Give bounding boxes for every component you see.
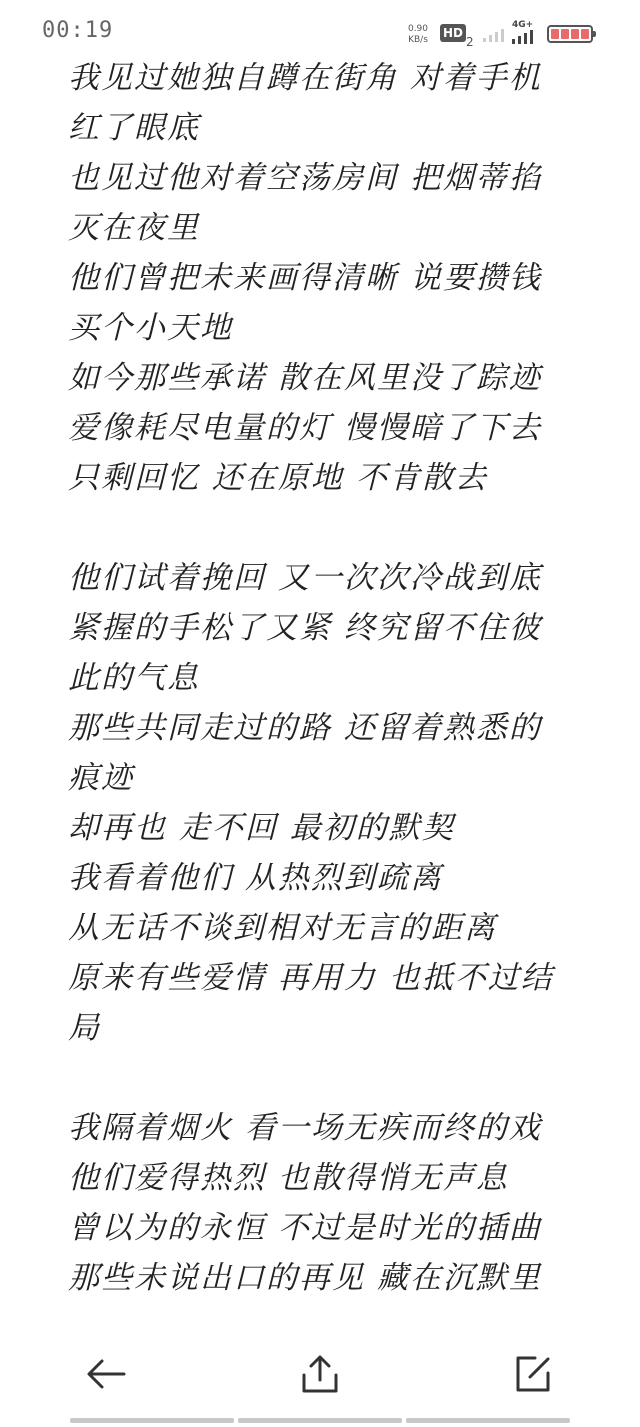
signal-strength-icon-sim2 (483, 28, 505, 42)
lyric-line: 灭在夜里 (68, 210, 200, 246)
share-icon (300, 1353, 340, 1395)
stanza-1 (68, 53, 588, 503)
lyric-line: 我看着他们 从热烈到疏离 (68, 860, 443, 896)
lyric-line: 他们试着挽回 又一次次冷战到底 (68, 560, 542, 596)
lyrics-content (68, 53, 588, 1303)
bottom-action-bar (0, 1338, 640, 1408)
edit-icon (513, 1354, 553, 1394)
lyric-line: 原来有些爱情 再用力 也抵不过结 (68, 960, 554, 996)
network-speed-value: 0.90 (407, 24, 429, 34)
lyric-line: 他们爱得热烈 也散得悄无声息 (68, 1160, 509, 1196)
lyric-line: 如今那些承诺 散在风里没了踪迹 (68, 360, 542, 396)
stanza-2 (68, 553, 588, 1053)
lyric-line: 我见过她独自蹲在街角 对着手机 (68, 60, 542, 96)
lyric-line: 却再也 走不回 最初的默契 (68, 810, 455, 846)
hd-voice-icon (440, 24, 474, 49)
status-time: 00:19 (42, 18, 114, 43)
lyric-line: 此的气息 (68, 660, 200, 696)
lyric-line: 从无话不谈到相对无言的距离 (68, 910, 497, 946)
hd-label: HD (440, 24, 466, 42)
hd-sub-label: 2 (466, 35, 474, 49)
lyric-line: 他们曾把未来画得清晰 说要攒钱 (68, 260, 542, 296)
stanza-3 (68, 1103, 588, 1303)
lyric-line: 只剩回忆 还在原地 不肯散去 (68, 460, 488, 496)
back-button[interactable] (78, 1346, 134, 1402)
share-button[interactable] (292, 1346, 348, 1402)
lyric-line: 也见过他对着空荡房间 把烟蒂掐 (68, 160, 542, 196)
arrow-left-icon (84, 1356, 128, 1392)
network-speed (404, 24, 432, 46)
lyric-line: 爱像耗尽电量的灯 慢慢暗了下去 (68, 410, 542, 446)
network-type-label: 4G+ (512, 20, 534, 30)
lyric-line: 那些未说出口的再见 藏在沉默里 (68, 1260, 542, 1296)
lyric-line: 局 (68, 1010, 101, 1046)
lyric-line: 那些共同走过的路 还留着熟悉的 (68, 710, 542, 746)
edit-button[interactable] (505, 1346, 561, 1402)
signal-strength-icon-sim1 (512, 30, 540, 50)
lyric-line: 曾以为的永恒 不过是时光的插曲 (68, 1210, 542, 1246)
lyric-line: 红了眼底 (68, 110, 200, 146)
battery-icon (547, 25, 593, 43)
network-speed-unit: KB/s (408, 35, 428, 45)
lyric-line: 痕迹 (68, 760, 134, 796)
lyric-line: 紧握的手松了又紧 终究留不住彼 (68, 610, 542, 646)
gesture-bar[interactable] (70, 1418, 570, 1423)
lyric-line: 买个小天地 (68, 310, 233, 346)
lyric-line: 我隔着烟火 看一场无疾而终的戏 (68, 1110, 542, 1146)
